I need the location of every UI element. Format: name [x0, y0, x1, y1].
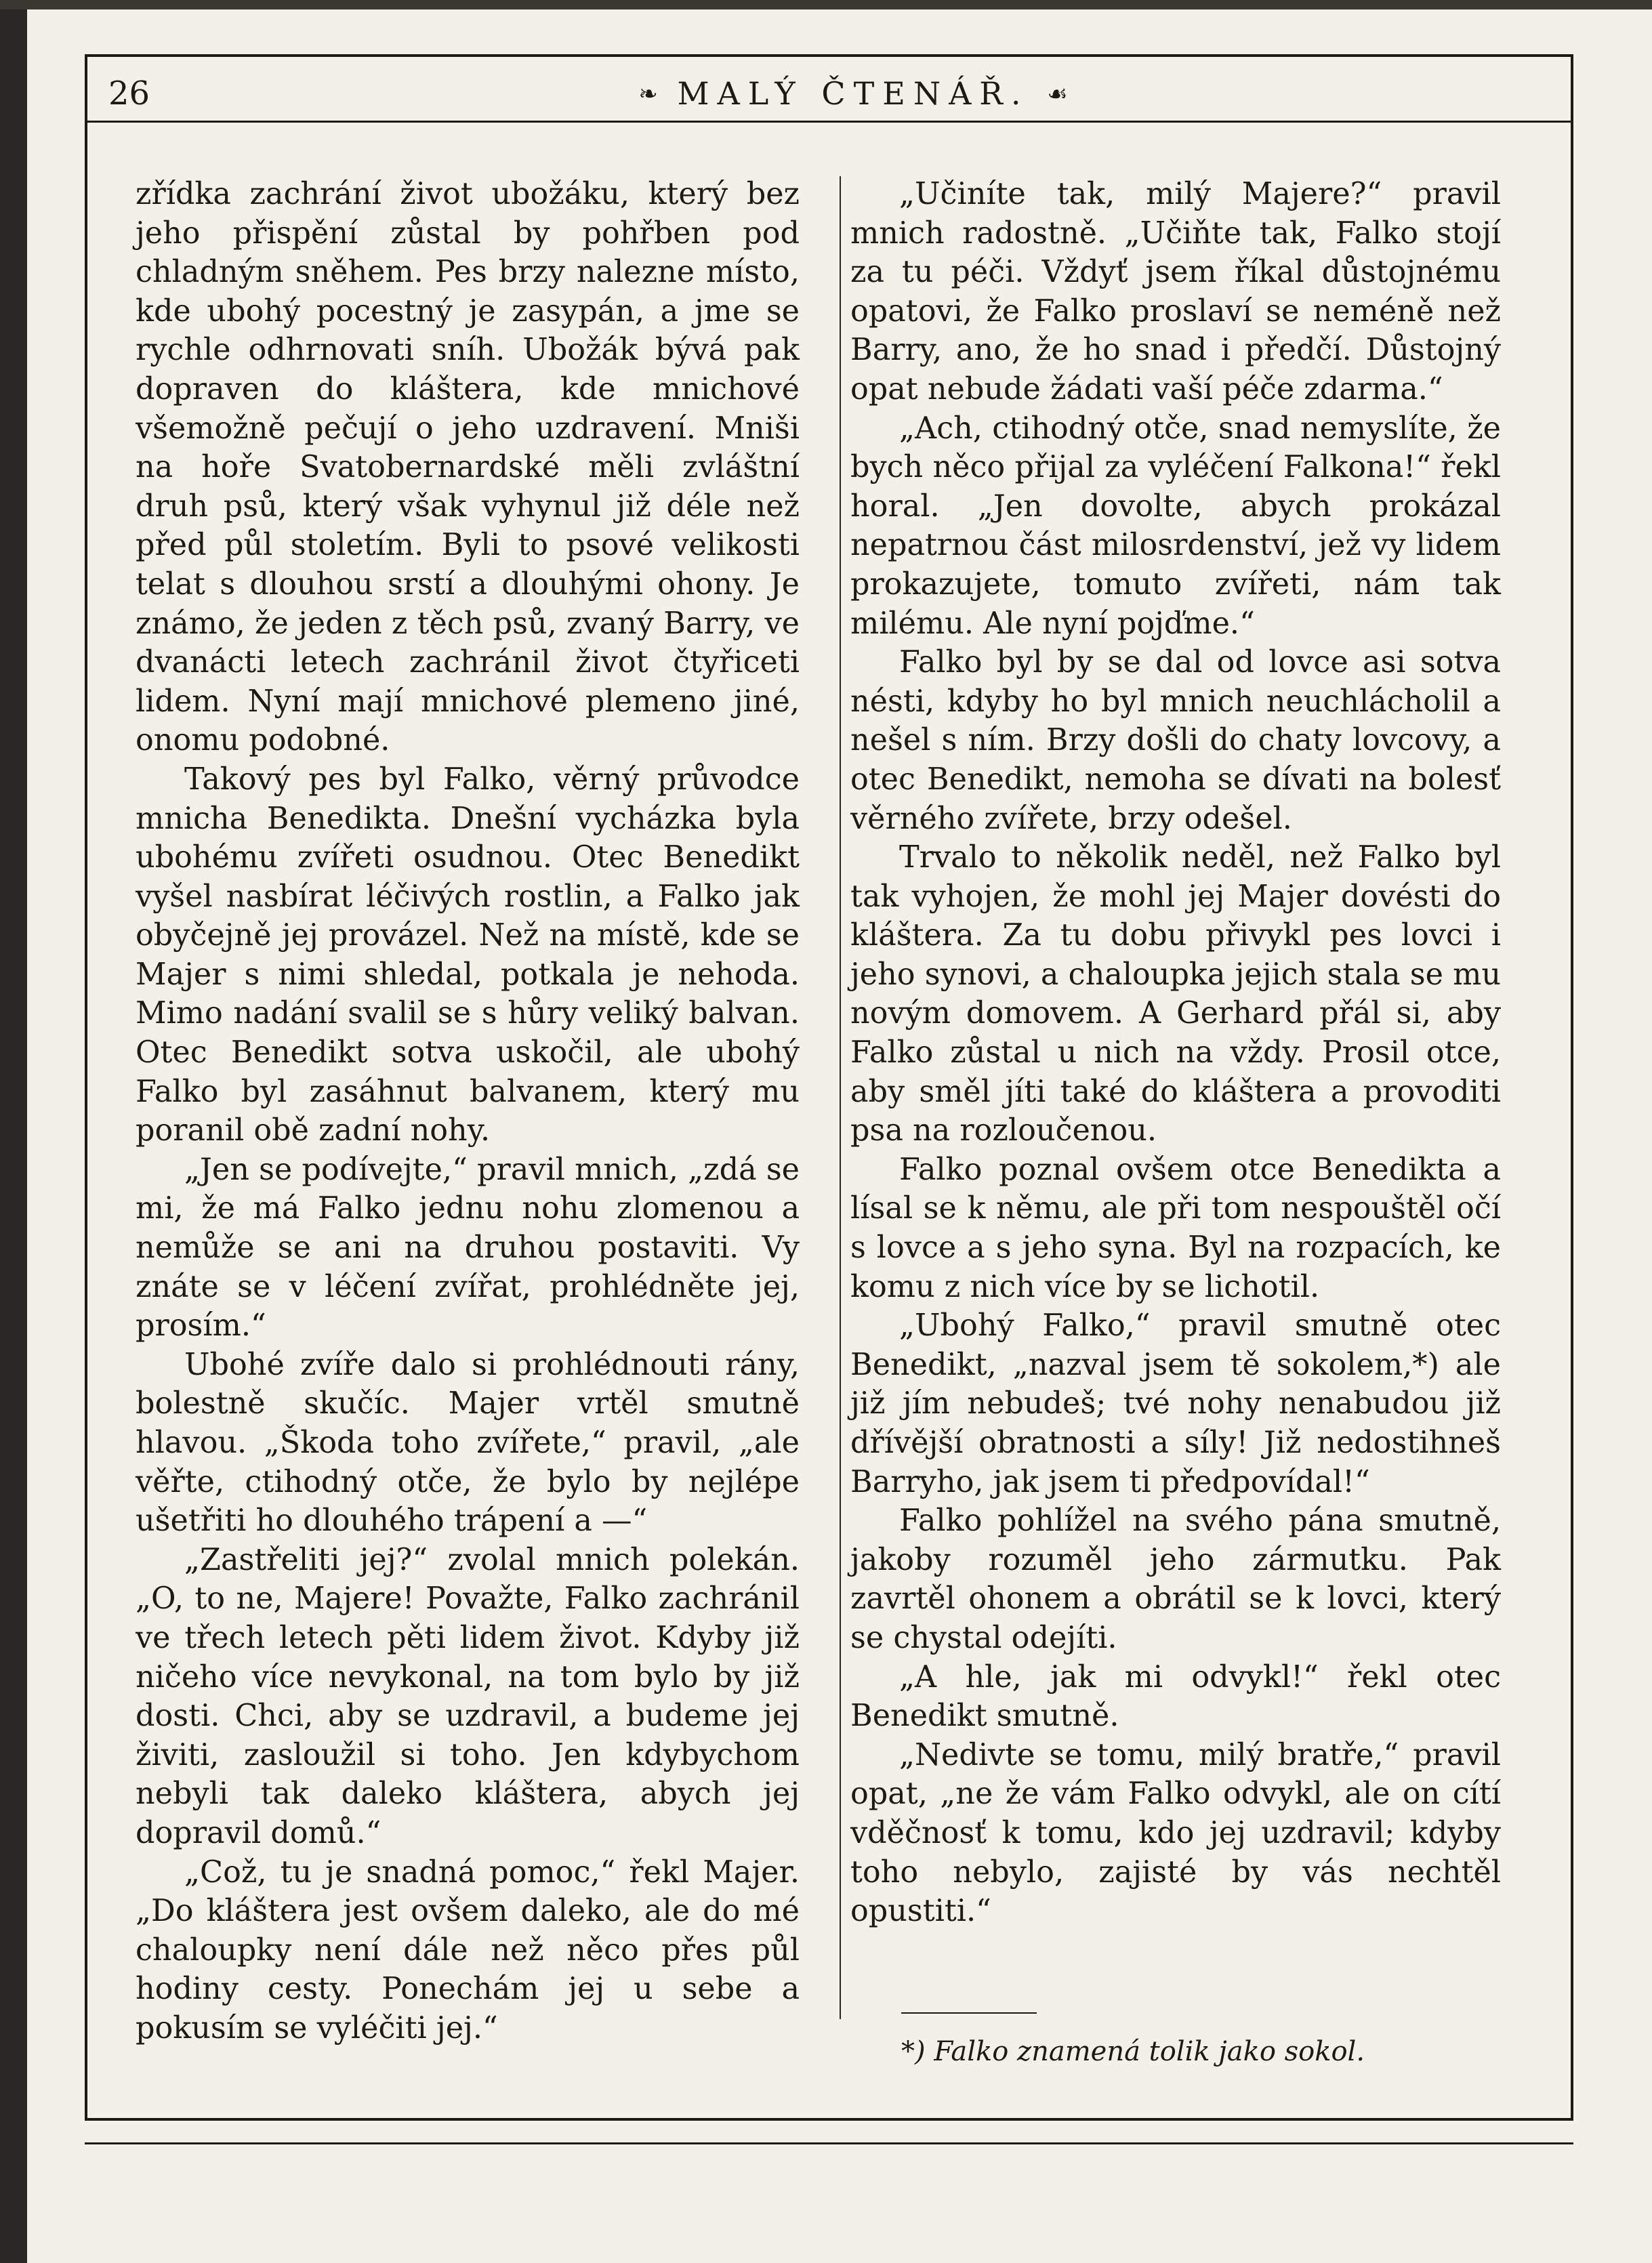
paragraph: Trvalo to několik neděl, než Falko byl tak vyhojen, že mohl jej Majer dovésti do kláštera. Za tu dobu přivykl pes lovci i jeho synovi, a chaloupka jejich stala se mu novým domovem. A Gerhard přál si, aby Falko zůstal u nich na vždy. Prosil otce, aby směl jíti také do kláštera a provoditi psa na rozloučenou.: [850, 840, 1501, 1148]
scan-edge-top: [0, 0, 1652, 9]
paragraph: „Ach, ctihodný otče, snad nemyslíte, že bych něco přijal za vyléčení Falkona!“ řekl horal. „Jen dovolte, abych prokázal nepatrnou část milosrdenství, jež vy lidem prokazujete, tomuto zvířeti, nám tak milému. Ale nyní pojďme.“: [850, 411, 1501, 641]
running-title: [596, 73, 1111, 115]
paragraph: Ubohé zvíře dalo si prohlédnouti rány, bolestně skučíc. Majer vrtěl smutně hlavou. „Škoda toho zvířete,“ pravil, „ale věřte, ctihodný otče, že bylo by nejlépe ušetřiti ho dlouhého trápení a —“: [136, 1347, 800, 1539]
column-divider: [840, 176, 841, 2019]
paragraph: „Což, tu je snadná pomoc,“ řekl Majer. „Do kláštera jest ovšem daleko, ale do mé chaloupky není dále než něco přes půl hodiny cesty. Ponechám jej u sebe a pokusím se vyléčiti jej.“: [136, 1854, 800, 2046]
paragraph: „A hle, jak mi odvykl!“ řekl otec Benedikt smutně.: [850, 1659, 1501, 1734]
ornament-right-icon: ☙: [1047, 81, 1069, 108]
footnote: *) Falko znamená tolik jako sokol.: [901, 2036, 1365, 2067]
bottom-rule: [85, 2142, 1573, 2144]
paragraph: Falko poznal ovšem otce Benedikta a lísal se k němu, ale při tom nespouštěl očí s lovce a s jeho syna. Byl na rozpacích, ke komu z nich více by se lichotil.: [850, 1152, 1501, 1304]
paragraph: „Nedivte se tomu, milý bratře,“ pravil opat, „ne že vám Falko odvykl, ale on cítí vděčnosť k tomu, kdo jej uzdravil; kdyby toho nebylo, zajisté by vás nechtěl opustiti.“: [850, 1737, 1501, 1929]
paragraph: Falko byl by se dal od lovce asi sotva nésti, kdyby ho byl mnich neuchlácholil a nešel s ním. Brzy došli do chaty lovcovy, a otec Benedikt, nemoha se dívati na bolesť věrného zvířete, brzy odešel.: [850, 645, 1501, 836]
paragraph: „Učiníte tak, milý Majere?“ pravil mnich radostně. „Učiňte tak, Falko stojí za tu péči. Vždyť jsem říkal důstojnému opatovi, že Falko proslaví se neméně než Barry, ano, že ho snad i předčí. Důstojný opat nebude žádati vaší péče zdarma.“: [850, 177, 1501, 407]
paragraph: Takový pes byl Falko, věrný průvodce mnicha Benedikta. Dnešní vycházka byla ubohému zvířeti osudnou. Otec Benedikt vyšel nasbírat léčivých rostlin, a Falko jak obyčejně jej provázel. Než na místě, kde se Majer s nimi shledal, potkala je nehoda. Mimo nadání svalil se s hůry veliký balvan. Otec Benedikt sotva uskočil, ale ubohý Falko byl zasáhnut balvanem, který mu poranil obě zadní nohy.: [136, 762, 800, 1148]
paragraph: „Ubohý Falko,“ pravil smutně otec Benedikt, „nazval jsem tě sokolem,*) ale již jím nebudeš; tvé nohy nenabudou již dřívější obratnosti a síly! Již nedostihneš Barryho, jak jsem ti předpovídal!“: [850, 1308, 1501, 1499]
ornament-left-icon: ❧: [638, 81, 659, 108]
paragraph: zřídka zachrání život ubožáku, který bez jeho přispění zůstal by pohřben pod chladným sněhem. Pes brzy nalezne místo, kde ubohý pocestný je zasypán, a jme se rychle odhrnovati sníh. Ubožák bývá pak dopraven do kláštera, kde mnichové všemožně pečují o jeho uzdravení. Mniši na hoře Svatobernardské měli zvláštní druh psů, který však vyhynul již déle než před půl stoletím. Byli to psové velikosti telat s dlouhou srstí a dlouhými ohony. Je známo, že jeden z těch psů, zvaný Barry, ve dvanácti letech zachránil život čtyřiceti lidem. Nyní mají mnichové plemeno jiné, onomu podobné.: [136, 177, 800, 758]
paragraph: Falko pohlížel na svého pána smutně, jakoby rozuměl jeho zármutku. Pak zavrtěl ohonem a obrátil se k lovci, který se chystal odejíti.: [850, 1503, 1501, 1655]
right-column: [850, 175, 1501, 1931]
footnote-rule: [901, 2012, 1037, 2014]
left-column: [136, 175, 800, 2048]
scan-edge-left: [0, 0, 27, 2263]
paragraph: „Zastřeliti jej?“ zvolal mnich polekán. „O, to ne, Majere! Považte, Falko zachránil ve třech letech pěti lidem život. Kdyby již ničeho více nevykonal, na tom bylo by již dosti. Chci, aby se uzdravil, a budeme jej živiti, zasloužil si toho. Jen kdybychom nebyli tak daleko kláštera, abych jej dopravil domů.“: [136, 1542, 800, 1850]
journal-title: MALÝ ČTENÁŘ.: [677, 75, 1029, 112]
page-number: 26: [108, 75, 150, 112]
paragraph: „Jen se podívejte,“ pravil mnich, „zdá se mi, že má Falko jednu nohu zlomenou a nemůže se ani na druhou postaviti. Vy znáte se v léčení zvířat, prohlédněte jej, prosím.“: [136, 1152, 800, 1344]
header-rule: [85, 121, 1573, 123]
